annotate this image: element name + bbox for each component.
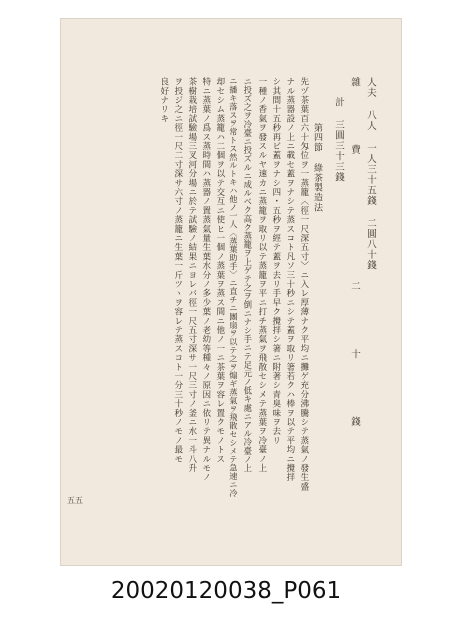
body-column: 先ヅ茶葉百六十匁位ヲ一蒸籠〈徑一尺深五寸〉ニ入レ厚薄ナク平均ニ攤ゲ充分沸騰シテ蒸氣ノ發生盛 (298, 77, 309, 491)
body-column: 一種ノ香氣ヲ發スルヤ速カニ蒸籠ヲ取リ以テ蒸籠ヲ平ニ打チ蒸氣ヲ飛散セシメテ蒸葉ヲ冷臺ノ上 (256, 77, 267, 473)
body-column: ニ投ズ之ヲ冷臺ニ投ズルニ成ルベク高ク蒸籠ヲ上ゲテ之ヲ倒ニナシ手ニテ足元ノ低キ處ニアル冷臺ノ上 (242, 77, 253, 473)
section-title: 第四節 綠茶製造法 (312, 123, 322, 213)
image-caption-id: 20020120038_P061 (110, 578, 342, 604)
body-column: 良好ナリキ (158, 77, 169, 123)
header-cost-misc: 雜費 二十錢 (349, 77, 360, 427)
body-column: ヲ投ジ之ニ徑一尺二寸深サ六寸ノ蒸籠ニ生葉一斤ツヽヲ容レテ蒸スコト一分三十秒ノモノ最モ (172, 77, 183, 464)
body-column: 特ニ蒸葉ノ爲ス蒸時間ハ蒸器ノ置蒸氣量生葉水分ノ多少葉ノ老幼等種々ノ原因ニ依リテ異ナルモノ (200, 77, 211, 482)
document-page (60, 18, 402, 566)
body-column: ナル蒸器設ノ上ニ載セ蓋ヲナシテ蒸スコト凡ソ三十秒ニシテ蓋ヲ取リ箸若クハ棒ヲ以テ平均ニ攪拌 (284, 77, 295, 482)
body-column: 茶樹栽培試驗場三叉河分場ニ於テ試驗ノ結果ニヨレバ徑一尺五寸深サ一尺三寸ノ釜ニ水一斗八升 (186, 77, 197, 473)
body-column: ニ播キ落スヲ常トス然ルトキハ他ノ一人〈蒸葉助手〉ニ直チニ團扇ヲ以テ之ヲ煽ギ蒸氣ヲ飛散セシメテ急速ニ冷 (228, 77, 239, 497)
page-number: 五五 (67, 496, 83, 505)
header-cost-total: 計 三圓三十三錢 (333, 97, 344, 183)
body-column: 却セシム蒸籠ハ二個ヲ以テ交互ニ使ヒ一個ノ蒸葉ヲ蒸ス間ニ他ノ一ニ茶葉ヲ容レ置クモノトス (214, 77, 225, 464)
header-cost-labor: 人夫 八人 一人三十五錢 二圓八十錢 (365, 77, 376, 271)
body-column: シ其間十五秒再ビ蓋ヲナシ四・五秒ヲ經テ蓋ヲ去リ手早ク攪拌シ箸ニ附著シ青臭味ヲ去リ (270, 77, 281, 445)
